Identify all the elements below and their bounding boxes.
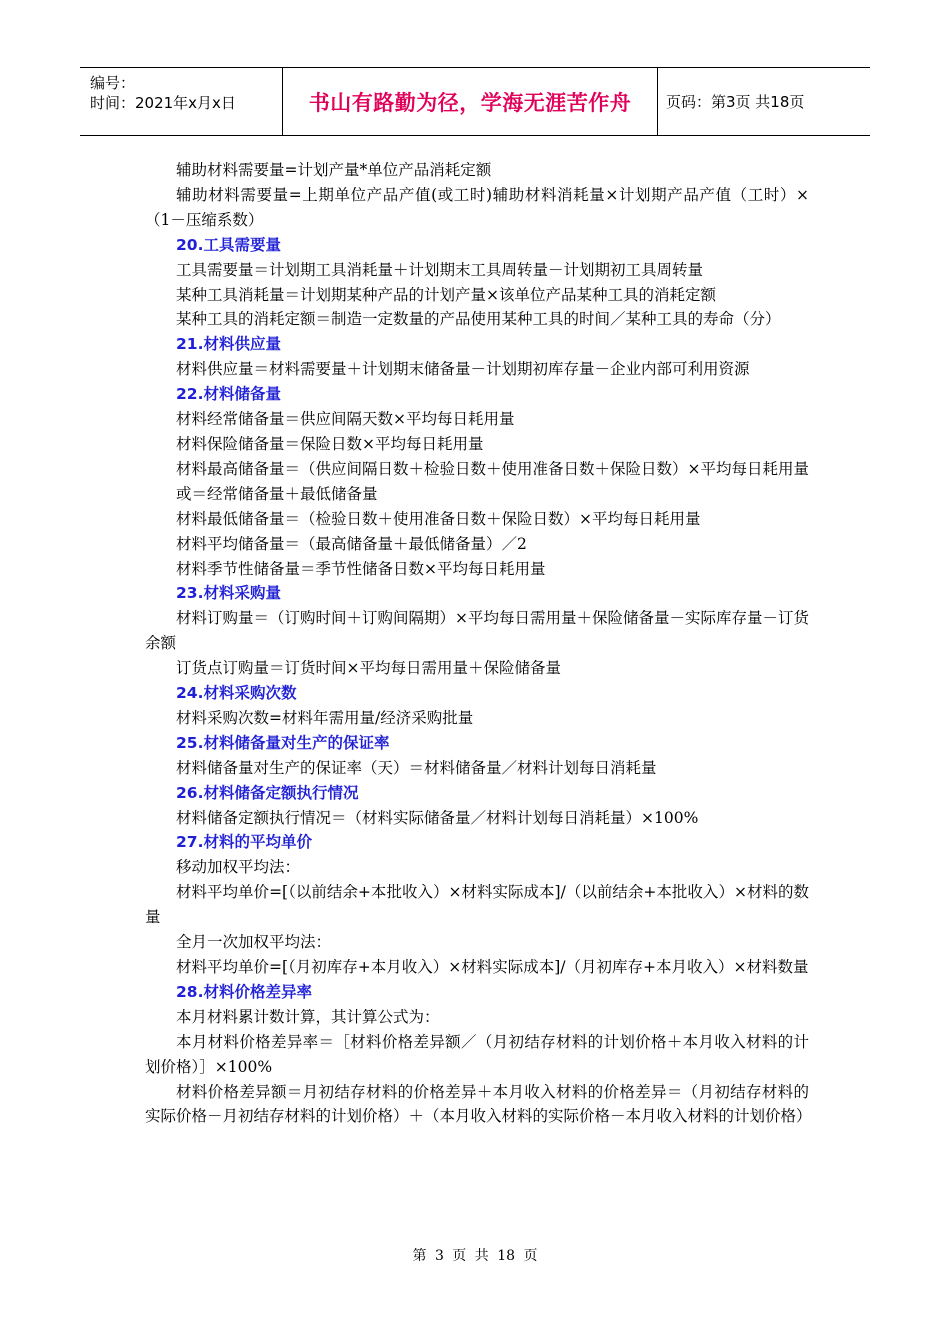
body-paragraph: 材料季节性储备量＝季节性储备日数×平均每日耗用量 bbox=[176, 559, 546, 578]
body-paragraph: 材料平均储备量＝（最高储备量＋最低储备量）／2 bbox=[176, 534, 527, 553]
body-paragraph: 全月一次加权平均法： bbox=[176, 933, 332, 952]
body-paragraph: 工具需要量＝计划期工具消耗量＋计划期末工具周转量－计划期初工具周转量 bbox=[176, 260, 704, 279]
page-footer: 第 3 页 共 18 页 bbox=[412, 1248, 538, 1264]
body-paragraph: 某种工具的消耗定额＝制造一定数量的产品使用某种工具的时间／某种工具的寿命（分） bbox=[176, 310, 781, 329]
body-paragraph: 材料保险储备量＝保险日数×平均每日耗用量 bbox=[176, 434, 484, 453]
header-motto-cell bbox=[283, 68, 658, 135]
section-heading: 24.材料采购次数 bbox=[176, 684, 297, 703]
section-heading: 22.材料储备量 bbox=[176, 385, 281, 404]
section-heading: 21.材料供应量 bbox=[176, 335, 281, 354]
body-paragraph: 或＝经常储备量＋最低储备量 bbox=[176, 484, 378, 503]
header-motto: 书山有路勤为径，学海无涯苦作舟 bbox=[308, 90, 632, 115]
page-header bbox=[80, 67, 870, 136]
section-heading: 27.材料的平均单价 bbox=[176, 833, 312, 852]
body-paragraph: 材料储备定额执行情况＝（材料实际储备量／材料计划每日消耗量）×100% bbox=[176, 808, 699, 827]
document-number-label: 编号： bbox=[90, 74, 136, 92]
section-heading: 28.材料价格差异率 bbox=[176, 982, 312, 1001]
body-paragraph: 移动加权平均法： bbox=[176, 858, 301, 877]
body-paragraph: 辅助材料需要量=上期单位产品产值(或工时)辅助材料消耗量×计划期产品产值（工时）×（1－压缩系数） bbox=[145, 185, 809, 229]
body-paragraph: 材料平均单价=[（月初库存+本月收入）×材料实际成本]/（月初库存+本月收入）×材料数量 bbox=[176, 958, 809, 976]
body-paragraph: 本月材料价格差异率＝［材料价格差异额／（月初结存材料的计划价格＋本月收入材料的计划价格）］×100% bbox=[145, 1032, 809, 1076]
body-paragraph: 某种工具消耗量＝计划期某种产品的计划产量×该单位产品某种工具的消耗定额 bbox=[176, 285, 716, 304]
body-paragraph: 辅助材料需要量=计划产量*单位产品消耗定额 bbox=[176, 161, 492, 179]
section-heading: 26.材料储备定额执行情况 bbox=[176, 783, 359, 802]
body-paragraph: 材料最高储备量＝（供应间隔日数＋检验日数＋使用准备日数＋保险日数）×平均每日耗用量 bbox=[176, 459, 809, 478]
document-body bbox=[145, 158, 812, 1129]
body-paragraph: 材料经常储备量＝供应间隔天数×平均每日耗用量 bbox=[176, 410, 515, 429]
section-heading: 25.材料储备量对生产的保证率 bbox=[176, 733, 390, 752]
body-paragraph: 材料价格差异额＝月初结存材料的价格差异＋本月收入材料的价格差异＝（月初结存材料的实际价格－月初结存材料的计划价格）＋（本月收入材料的实际价格－本月收入材料的计划价格） bbox=[145, 1082, 812, 1126]
body-paragraph: 材料供应量＝材料需要量＋计划期末储备量－计划期初库存量－企业内部可利用资源 bbox=[176, 360, 750, 379]
document-time-label: 时间：2021年x月x日 bbox=[90, 94, 236, 112]
body-paragraph: 材料储备量对生产的保证率（天）＝材料储备量／材料计划每日消耗量 bbox=[176, 758, 657, 777]
header-meta-cell bbox=[80, 68, 283, 135]
header-page-info: 页码：第3页 共18页 bbox=[666, 93, 805, 111]
body-paragraph: 材料平均单价=[（以前结余+本批收入）×材料实际成本]/（以前结余+本批收入）×材料的数量 bbox=[145, 883, 809, 927]
body-paragraph: 材料订购量＝（订购时间＋订购间隔期）×平均每日需用量＋保险储备量－实际库存量－订货余额 bbox=[145, 609, 809, 653]
body-paragraph: 订货点订购量＝订货时间×平均每日需用量＋保险储备量 bbox=[176, 659, 561, 678]
section-heading: 20.工具需要量 bbox=[176, 235, 281, 254]
section-heading: 23.材料采购量 bbox=[176, 584, 281, 603]
body-paragraph: 本月材料累计数计算，其计算公式为： bbox=[176, 1007, 440, 1026]
body-paragraph: 材料最低储备量＝（检验日数＋使用准备日数＋保险日数）×平均每日耗用量 bbox=[176, 509, 701, 528]
body-paragraph: 材料采购次数=材料年需用量/经济采购批量 bbox=[176, 708, 474, 727]
